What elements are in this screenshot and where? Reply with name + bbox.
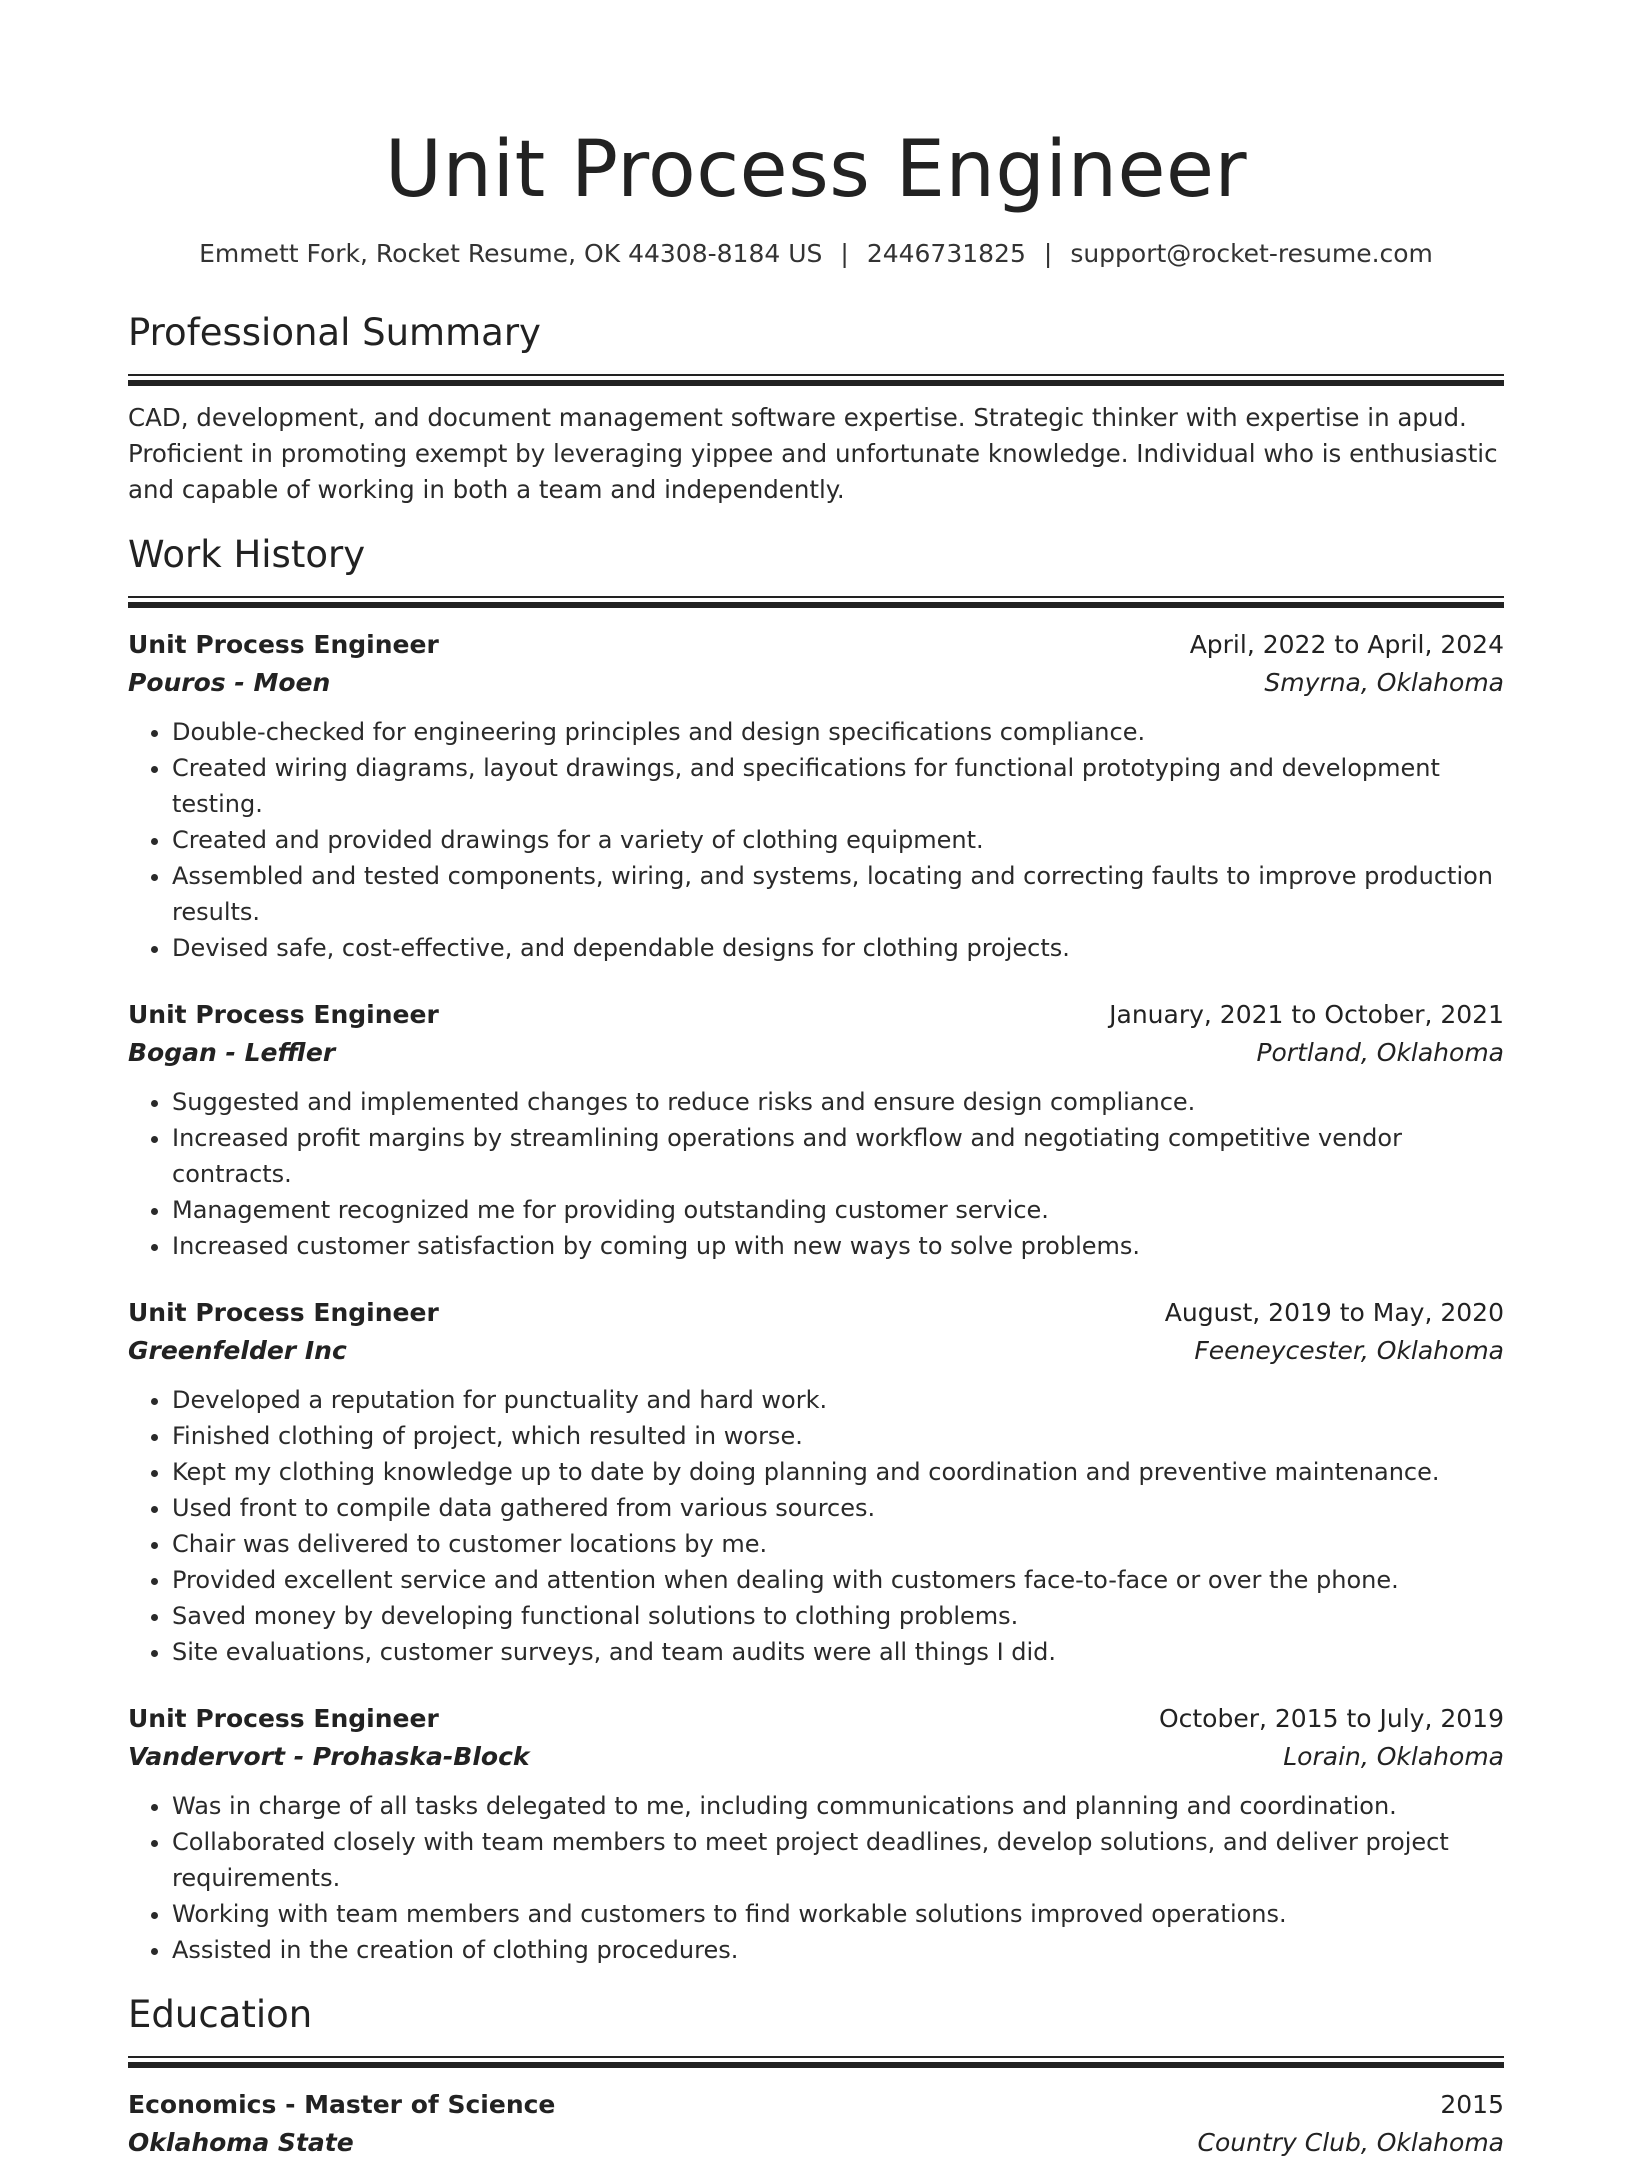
section-divider: [128, 596, 1504, 598]
contact-separator: |: [840, 239, 849, 268]
job-bullets: [128, 1382, 1504, 1670]
job-company: Pouros - Moen: [128, 668, 331, 697]
bullet-item: • Working with team members and customers to find workable solutions improved operations.: [172, 1896, 1504, 1932]
summary-text: CAD, development, and document management software expertise. Strategic thinker with expertise in apud. Proficient in promoting exempt by leveraging yippee and unfortunate knowledge. Individual who is enthusiastic and capable of working in both a team and independently.: [128, 403, 1498, 504]
section-divider: [128, 602, 1504, 608]
education-section: [128, 1992, 1504, 2162]
job-location: Lorain, Oklahoma: [1283, 1742, 1504, 1771]
job-entry: [128, 1294, 1504, 1670]
bullet-item: • Finished clothing of project, which resulted in worse.: [172, 1418, 1504, 1454]
resume-name: Unit Process Engineer: [384, 125, 1248, 215]
job-location: Portland, Oklahoma: [1256, 1038, 1504, 1067]
education-location: Country Club, Oklahoma: [1197, 2128, 1504, 2157]
bullet-item: • Devised safe, cost-effective, and dependable designs for clothing projects.: [172, 930, 1504, 966]
job-title: Unit Process Engineer: [128, 1704, 439, 1733]
bullet-item: • Created and provided drawings for a variety of clothing equipment.: [172, 822, 1504, 858]
bullet-item: • Was in charge of all tasks delegated to me, including communications and planning and coordination.: [172, 1788, 1504, 1824]
resume-page: [128, 120, 1504, 2162]
bullet-item: • Saved money by developing functional solutions to clothing problems.: [172, 1598, 1504, 1634]
job-bullets: [128, 714, 1504, 966]
bullet-item: • Management recognized me for providing outstanding customer service.: [172, 1192, 1504, 1228]
job-entry: [128, 996, 1504, 1264]
bullet-item: • Kept my clothing knowledge up to date by doing planning and coordination and preventive maintenance.: [172, 1454, 1504, 1490]
education-degree: Economics - Master of Science: [128, 2090, 556, 2119]
section-divider: [128, 380, 1504, 386]
education-year: 2015: [1440, 2090, 1504, 2119]
contact-phone: 2446731825: [866, 239, 1026, 268]
education-entry: [128, 2086, 1504, 2162]
section-title-education: Education: [128, 1993, 313, 2036]
section-title-work: Work History: [128, 533, 366, 576]
bullet-item: • Provided excellent service and attention when dealing with customers face-to-face or over the phone.: [172, 1562, 1504, 1598]
bullet-item: • Site evaluations, customer surveys, and team audits were all things I did.: [172, 1634, 1504, 1670]
job-company: Vandervort - Prohaska-Block: [128, 1742, 530, 1771]
bullet-item: • Developed a reputation for punctuality and hard work.: [172, 1382, 1504, 1418]
job-dates: January, 2021 to October, 2021: [1109, 1000, 1504, 1029]
section-divider: [128, 2062, 1504, 2068]
job-dates: August, 2019 to May, 2020: [1164, 1298, 1504, 1327]
job-dates: April, 2022 to April, 2024: [1189, 630, 1504, 659]
bullet-item: • Used front to compile data gathered from various sources.: [172, 1490, 1504, 1526]
bullet-item: • Collaborated closely with team members to meet project deadlines, develop solutions, and deliver project requirements.: [172, 1824, 1504, 1896]
job-entry: [128, 626, 1504, 966]
summary-section: [128, 310, 1504, 508]
education-school: Oklahoma State: [128, 2128, 354, 2157]
contact-address: Emmett Fork, Rocket Resume, OK 44308-8184 US: [199, 239, 823, 268]
contact-email: support@rocket-resume.com: [1070, 239, 1433, 268]
bullet-item: • Suggested and implemented changes to reduce risks and ensure design compliance.: [172, 1084, 1504, 1120]
bullet-item: • Increased profit margins by streamlining operations and workflow and negotiating competitive vendor contracts.: [172, 1120, 1504, 1192]
bullet-item: • Increased customer satisfaction by coming up with new ways to solve problems.: [172, 1228, 1504, 1264]
job-bullets: [128, 1084, 1504, 1264]
job-company: Greenfelder Inc: [128, 1336, 347, 1365]
section-divider: [128, 374, 1504, 376]
bullet-item: • Created wiring diagrams, layout drawings, and specifications for functional prototyping and development testing.: [172, 750, 1504, 822]
contact-separator: |: [1043, 239, 1053, 268]
job-title: Unit Process Engineer: [128, 630, 439, 659]
contact-line: [128, 238, 1504, 270]
job-dates: October, 2015 to July, 2019: [1158, 1704, 1504, 1733]
bullet-item: • Assisted in the creation of clothing procedures.: [172, 1932, 1504, 1968]
job-bullets: [128, 1788, 1504, 1968]
job-location: Smyrna, Oklahoma: [1264, 668, 1504, 697]
job-title: Unit Process Engineer: [128, 1000, 439, 1029]
section-divider: [128, 2056, 1504, 2058]
bullet-item: • Assembled and tested components, wiring, and systems, locating and correcting faults to improve production results.: [172, 858, 1504, 930]
job-entry: [128, 1700, 1504, 1968]
job-title: Unit Process Engineer: [128, 1298, 439, 1327]
bullet-item: • Double-checked for engineering principles and design specifications compliance.: [172, 714, 1504, 750]
bullet-item: • Chair was delivered to customer locations by me.: [172, 1526, 1504, 1562]
section-title-summary: Professional Summary: [128, 311, 541, 354]
work-section: [128, 532, 1504, 1968]
job-company: Bogan - Leffler: [128, 1038, 336, 1067]
job-location: Feeneycester, Oklahoma: [1194, 1336, 1504, 1365]
